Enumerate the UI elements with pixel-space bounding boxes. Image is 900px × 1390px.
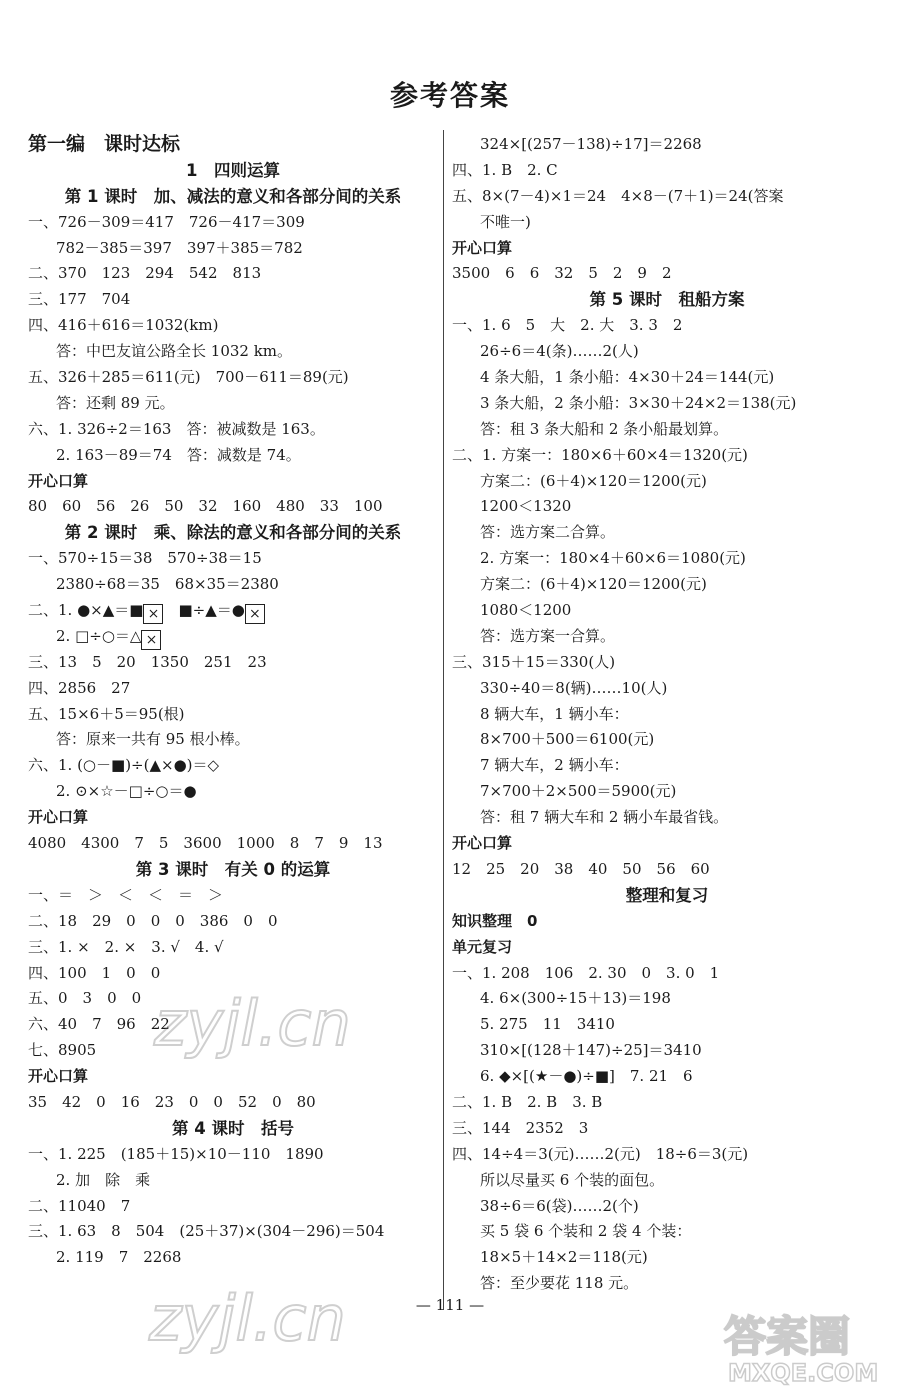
left-line-7: 三、177 704 — [28, 290, 131, 309]
left-line-35: 六、40 7 96 22 — [28, 1015, 170, 1034]
right-line-17: 2. 方案一：180×4＋60×6＝1080(元) — [480, 549, 746, 568]
left-line-19: 二、1. ●×▲＝■ × ■÷▲＝● × — [28, 598, 438, 624]
left-line-43: 三、1. 63 8 504 (25＋37)×(304－296)＝504 — [28, 1222, 385, 1241]
right-line-19: 1080＜1200 — [480, 601, 572, 620]
watermark-corner-top: 答案圈 — [724, 1312, 851, 1361]
right-line-38: 二、1. B 2. B 3. B — [452, 1092, 603, 1111]
right-line-30: 整理和复习 — [625, 885, 709, 905]
left-line-32: 三、1. × 2. × 3. √ 4. √ — [28, 937, 224, 956]
right-line-26: 7×700＋2×500＝5900(元) — [480, 782, 677, 801]
watermark-mid-text: zyjl.cn — [154, 987, 351, 1060]
watermark-corner — [720, 1305, 895, 1387]
right-line-32: 单元复习 — [452, 937, 513, 956]
right-line-9: 26÷6＝4(条)……2(人) — [480, 342, 639, 361]
right-line-6: 3500 6 6 32 5 2 9 2 — [452, 264, 672, 283]
left-line-26: 2. ⊙×☆－□÷○＝● — [56, 782, 197, 801]
right-line-41: 所以尽量买 6 个装的面包。 — [480, 1170, 665, 1189]
left-line-29: 第 3 课时 有关 0 的运算 — [135, 859, 331, 879]
right-line-28: 开心口算 — [452, 834, 513, 853]
right-line-14: 方案二：(6＋4)×120＝1200(元) — [480, 471, 707, 490]
left-line-31: 二、18 29 0 0 0 386 0 0 — [28, 911, 278, 930]
left-line-15: 80 60 56 26 50 32 160 480 33 100 — [28, 497, 383, 516]
left-line-1: 第一编 课时达标 — [28, 133, 181, 155]
watermark-bottom — [145, 1280, 405, 1360]
left-line-23: 五、15×6＋5＝95(根) — [28, 704, 185, 723]
left-line-44: 2. 119 7 2268 — [56, 1248, 182, 1267]
right-line-10: 4 条大船，1 条小船：4×30＋24＝144(元) — [480, 368, 775, 387]
right-line-23: 8 辆大车，1 辆小车： — [480, 704, 629, 723]
left-line-25: 六、1. (○－■)÷(▲×●)＝◇ — [28, 756, 220, 775]
left-line-8: 四、416＋616＝1032(km) — [28, 316, 219, 335]
left-line-38: 35 42 0 16 23 0 0 52 0 80 — [28, 1092, 316, 1111]
left-line-20: 2. □÷○＝△ × — [28, 624, 438, 650]
answer-box: × — [141, 630, 161, 650]
right-line-2: 四、1. B 2. C — [452, 160, 558, 179]
right-line-43: 买 5 袋 6 个装和 2 袋 4 个装： — [480, 1222, 692, 1241]
left-line-9: 答：中巴友谊公路全长 1032 km。 — [56, 342, 293, 361]
right-line-12: 答：租 3 条大船和 2 条小船最划算。 — [480, 419, 729, 438]
left-line-13: 2. 163－89＝74 答：减数是 74。 — [56, 445, 301, 464]
left-line-37: 开心口算 — [28, 1067, 89, 1086]
left-line-39: 第 4 课时 括号 — [172, 1118, 294, 1138]
left-line-34: 五、0 3 0 0 — [28, 989, 142, 1008]
right-line-13: 二、1. 方案一：180×6＋60×4＝1320(元) — [452, 445, 748, 464]
left-line-30: 一、＝ ＞ ＜ ＜ ＝ ＞ — [28, 885, 224, 904]
right-line-36: 310×[(128＋147)÷25]＝3410 — [480, 1041, 702, 1060]
left-line-42: 二、11040 7 — [28, 1196, 131, 1215]
right-line-3: 五、8×(7－4)×1＝24 4×8－(7＋1)＝24(答案 — [452, 186, 784, 205]
right-line-11: 3 条大船，2 条小船：3×30＋24×2＝138(元) — [480, 393, 797, 412]
right-line-24: 8×700＋500＝6100(元) — [480, 730, 655, 749]
right-line-21: 三、315＋15＝330(人) — [452, 652, 616, 671]
left-line-12: 六、1. 326÷2＝163 答：被减数是 163。 — [28, 419, 325, 438]
right-line-20: 答：选方案一合算。 — [480, 626, 616, 645]
right-line-42: 38÷6＝6(袋)……2(个) — [480, 1196, 639, 1215]
right-line-33: 一、1. 208 106 2. 30 0 3. 0 1 — [452, 963, 720, 982]
left-line-6: 二、370 123 294 542 813 — [28, 264, 262, 283]
right-line-44: 18×5＋14×2＝118(元) — [480, 1248, 648, 1267]
right-column — [452, 132, 882, 1297]
watermark-bottom-text: zyjl.cn — [149, 1282, 346, 1355]
answer-box: × — [143, 604, 163, 624]
right-line-16: 答：选方案二合算。 — [480, 523, 616, 542]
right-line-27: 答：租 7 辆大车和 2 辆小车最省钱。 — [480, 808, 729, 827]
right-line-18: 方案二：(6＋4)×120＝1200(元) — [480, 575, 707, 594]
right-line-29: 12 25 20 38 40 50 56 60 — [452, 859, 710, 878]
watermark-corner-bottom: MXQE.COM — [728, 1359, 879, 1387]
right-line-1: 324×[(257－138)÷17]＝2268 — [480, 135, 702, 153]
right-line-25: 7 辆大车，2 辆小车： — [480, 756, 629, 775]
left-line-3: 第 1 课时 加、减法的意义和各部分间的关系 — [64, 186, 402, 206]
right-line-8: 一、1. 6 5 大 2. 大 3. 3 2 — [452, 316, 683, 335]
left-line-36: 七、8905 — [28, 1041, 97, 1060]
page-title: 参考答案 — [389, 79, 510, 112]
right-line-31: 知识整理 0 — [452, 911, 538, 930]
right-line-22: 330÷40＝8(辆)……10(人) — [480, 678, 668, 697]
left-line-21: 三、13 5 20 1350 251 23 — [28, 652, 267, 671]
left-line-41: 2. 加 除 乘 — [56, 1170, 151, 1189]
column-divider — [443, 130, 444, 1310]
left-line-28: 4080 4300 7 5 3600 1000 8 7 9 13 — [28, 834, 383, 853]
right-line-5: 开心口算 — [452, 238, 513, 257]
right-line-35: 5. 275 11 3410 — [480, 1015, 615, 1034]
left-line-2: 1 四则运算 — [186, 160, 280, 180]
left-line-16: 第 2 课时 乘、除法的意义和各部分间的关系 — [64, 523, 402, 543]
right-line-4: 不唯一) — [480, 212, 531, 231]
right-line-7: 第 5 课时 租船方案 — [589, 290, 745, 310]
left-line-18: 2380÷68＝35 68×35＝2380 — [56, 575, 279, 594]
page-number: — 111 — — [415, 1296, 485, 1314]
left-line-4: 一、726－309＝417 726－417＝309 — [28, 212, 305, 231]
right-line-45: 答：至少要花 118 元。 — [480, 1274, 639, 1293]
right-line-34: 4. 6×(300÷15＋13)＝198 — [480, 989, 671, 1008]
left-line-5: 782－385＝397 397＋385＝782 — [56, 238, 303, 257]
left-line-17: 一、570÷15＝38 570÷38＝15 — [28, 549, 262, 568]
left-line-14: 开心口算 — [28, 471, 89, 490]
answer-box: × — [245, 604, 265, 624]
left-line-10: 五、326＋285＝611(元) 700－611＝89(元) — [28, 368, 349, 387]
left-line-33: 四、100 1 0 0 — [28, 963, 161, 982]
left-line-27: 开心口算 — [28, 808, 89, 827]
right-line-15: 1200＜1320 — [480, 497, 572, 516]
left-line-22: 四、2856 27 — [28, 678, 131, 697]
right-line-37: 6. ◆×[(★－●)÷■] 7. 21 6 — [480, 1067, 693, 1086]
left-line-11: 答：还剩 89 元。 — [56, 393, 175, 412]
left-line-40: 一、1. 225 (185＋15)×10－110 1890 — [28, 1144, 324, 1163]
right-line-39: 三、144 2352 3 — [452, 1118, 589, 1137]
left-column — [28, 132, 438, 1271]
left-line-24: 答：原来一共有 95 根小棒。 — [56, 730, 250, 749]
right-line-40: 四、14÷4＝3(元)……2(元) 18÷6＝3(元) — [452, 1144, 749, 1163]
